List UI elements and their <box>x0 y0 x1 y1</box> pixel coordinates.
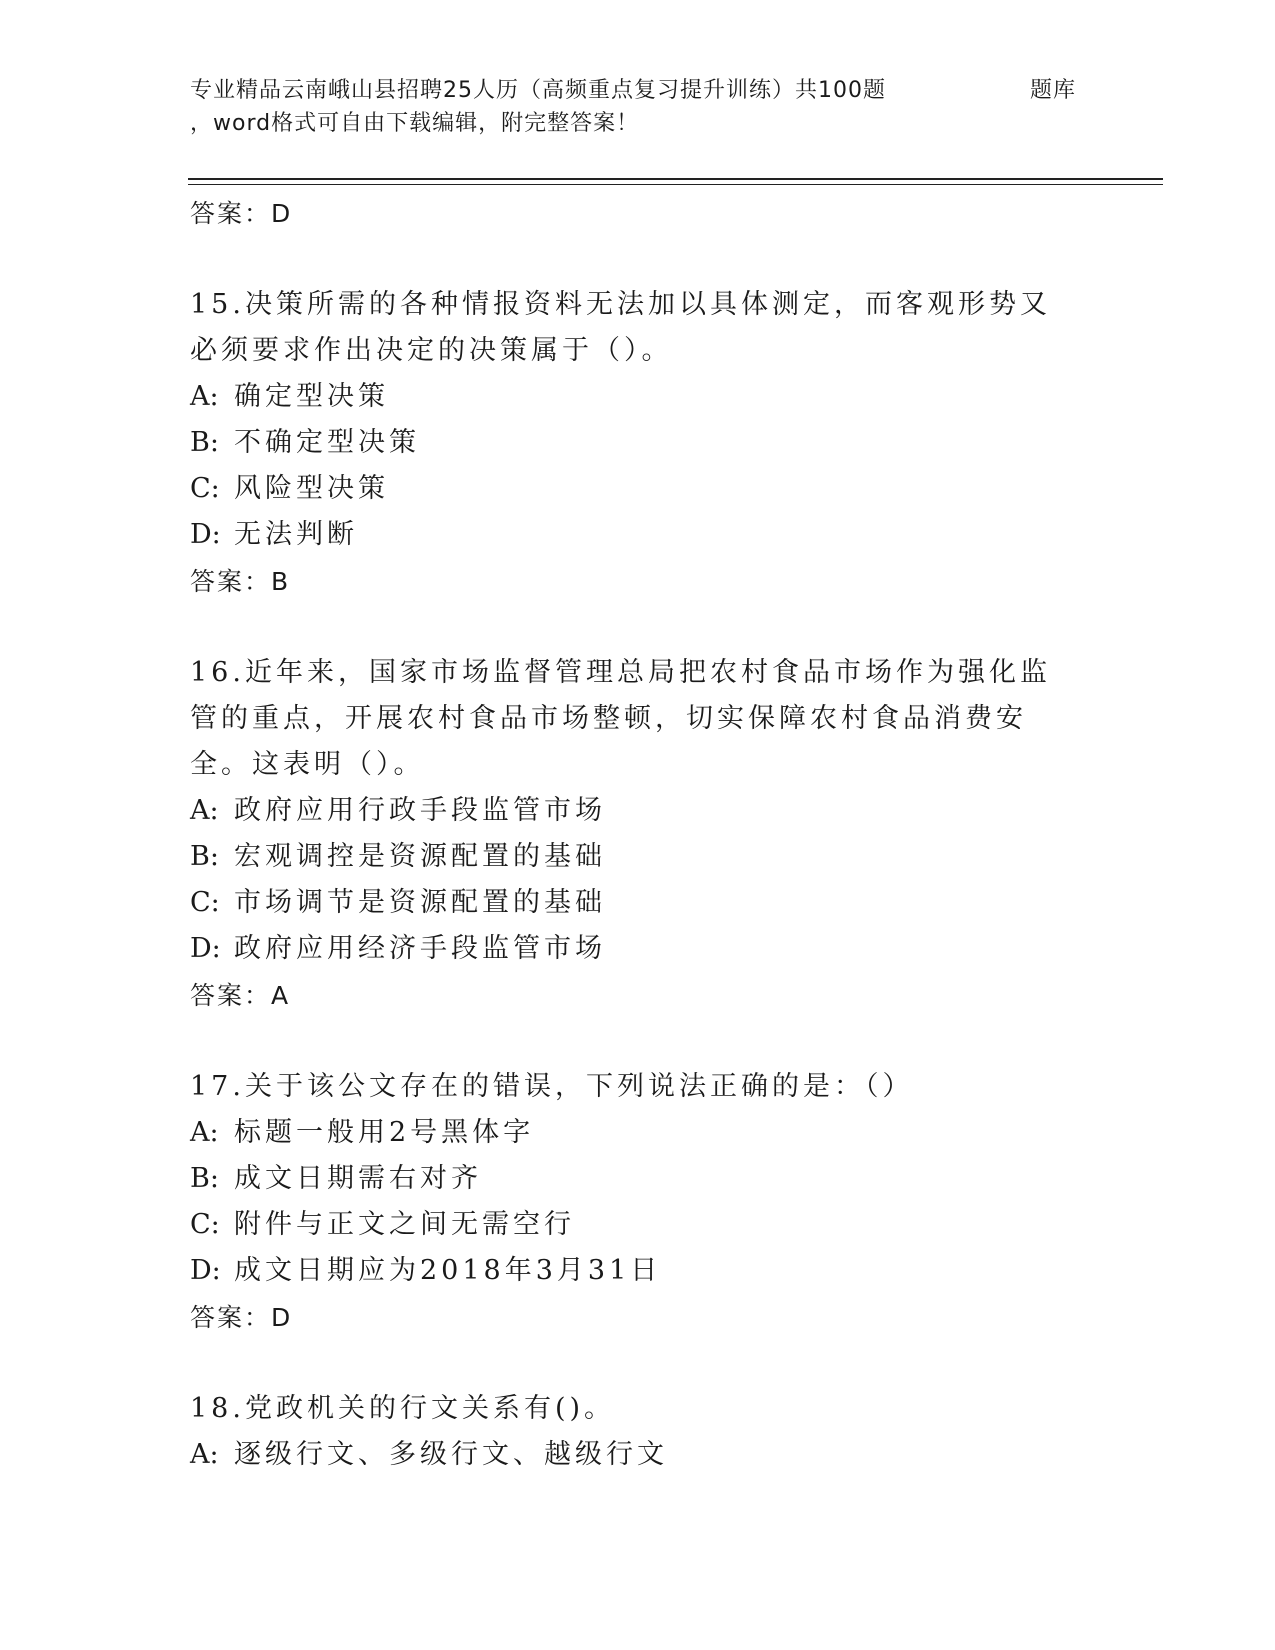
option-text: 市场调节是资源配置的基础 <box>234 887 606 918</box>
option-c <box>190 1202 1090 1248</box>
answer-line: 答案：A <box>190 981 291 1010</box>
option-text: 不确定型决策 <box>234 427 420 458</box>
question-list <box>190 190 1090 1478</box>
option-letter: C: <box>190 1209 220 1240</box>
option-letter: C: <box>190 473 220 504</box>
option-text: 附件与正文之间无需空行 <box>234 1209 575 1240</box>
option-d <box>190 1248 1090 1294</box>
option-c <box>190 466 1090 512</box>
answer-line: 答案：D <box>190 1303 293 1332</box>
header-title-line2: ，word格式可自由下载编辑，附完整答案！ <box>190 111 640 136</box>
option-d <box>190 512 1090 558</box>
question-block <box>190 650 1090 1020</box>
option-text: 风险型决策 <box>234 473 389 504</box>
option-c <box>190 880 1090 926</box>
option-text: 成文日期应为2018年3月31日 <box>234 1255 662 1286</box>
question-block <box>190 282 1090 606</box>
option-letter: A: <box>190 1439 219 1470</box>
option-letter: A: <box>190 1117 219 1148</box>
option-a <box>190 374 1090 420</box>
option-text: 宏观调控是资源配置的基础 <box>234 841 606 872</box>
option-letter: B: <box>190 427 219 458</box>
answer-line: 答案：D <box>190 199 293 228</box>
option-b <box>190 1156 1090 1202</box>
header-divider-thick <box>188 178 1163 180</box>
option-a <box>190 1110 1090 1156</box>
option-text: 确定型决策 <box>234 381 389 412</box>
option-letter: C: <box>190 887 220 918</box>
option-d <box>190 926 1090 972</box>
option-text: 标题一般用2号黑体字 <box>234 1117 535 1148</box>
question-text: 18.党政机关的行文关系有()。 <box>190 1393 616 1424</box>
question-text: 17.关于该公文存在的错误，下列说法正确的是：（） <box>190 1071 914 1102</box>
question-text: 16.近年来，国家市场监督管理总局把农村食品市场作为强化监管的重点，开展农村食品市场整顿，切实保障农村食品消费安全。这表明（）。 <box>190 657 1051 780</box>
option-letter: D: <box>190 1255 221 1286</box>
option-b <box>190 834 1090 880</box>
option-text: 政府应用行政手段监管市场 <box>234 795 606 826</box>
option-letter: A: <box>190 381 219 412</box>
option-text: 成文日期需右对齐 <box>234 1163 482 1194</box>
question-text: 15.决策所需的各种情报资料无法加以具体测定，而客观形势又必须要求作出决定的决策属于（）。 <box>190 289 1051 366</box>
page-header <box>190 74 1090 140</box>
header-tag: 题库 <box>1030 78 1077 103</box>
header-title-line1: 专业精品云南峨山县招聘25人历（高频重点复习提升训练）共100题 <box>190 78 886 103</box>
option-letter: B: <box>190 841 219 872</box>
option-text: 无法判断 <box>234 519 358 550</box>
question-block <box>190 1064 1090 1342</box>
option-text: 政府应用经济手段监管市场 <box>234 933 606 964</box>
option-letter: A: <box>190 795 219 826</box>
option-letter: D: <box>190 519 221 550</box>
option-text: 逐级行文、多级行文、越级行文 <box>234 1439 668 1470</box>
option-letter: D: <box>190 933 221 964</box>
header-divider-thin <box>188 184 1163 185</box>
option-a <box>190 1432 1090 1478</box>
option-letter: B: <box>190 1163 219 1194</box>
option-a <box>190 788 1090 834</box>
answer-line: 答案：B <box>190 567 291 596</box>
question-block <box>190 1386 1090 1478</box>
option-b <box>190 420 1090 466</box>
